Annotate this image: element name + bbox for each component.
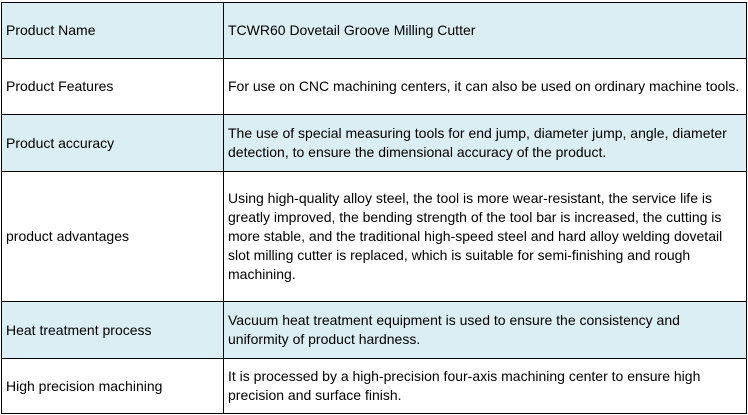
table-row: [2, 59, 747, 115]
row-label: product advantages: [2, 172, 224, 302]
table-row: [2, 172, 747, 302]
product-spec-table: [1, 2, 747, 414]
table-row: [2, 115, 747, 172]
row-value: For use on CNC machining centers, it can also be used on ordinary machine tools.: [224, 59, 747, 115]
row-value: Using high-quality alloy steel, the tool is more wear-resistant, the service life is greatly improved, the bending strength of the tool bar is increased, the cutting is more stable, and the traditional high-speed steel and hard alloy welding dovetail slot milling cutter is replaced, which is suitable for semi-finishing and rough machining.: [224, 172, 747, 302]
row-label: Heat treatment process: [2, 302, 224, 359]
table-row: [2, 359, 747, 414]
table-row: [2, 302, 747, 359]
row-value: TCWR60 Dovetail Groove Milling Cutter: [224, 3, 747, 59]
row-label: Product Name: [2, 3, 224, 59]
row-value: The use of special measuring tools for end jump, diameter jump, angle, diameter detection, to ensure the dimensional accuracy of the product.: [224, 115, 747, 172]
table-row: [2, 3, 747, 59]
row-label: High precision machining: [2, 359, 224, 414]
row-value: It is processed by a high-precision four-axis machining center to ensure high precision and surface finish.: [224, 359, 747, 414]
row-label: Product Features: [2, 59, 224, 115]
row-label: Product accuracy: [2, 115, 224, 172]
row-value: Vacuum heat treatment equipment is used to ensure the consistency and uniformity of product hardness.: [224, 302, 747, 359]
